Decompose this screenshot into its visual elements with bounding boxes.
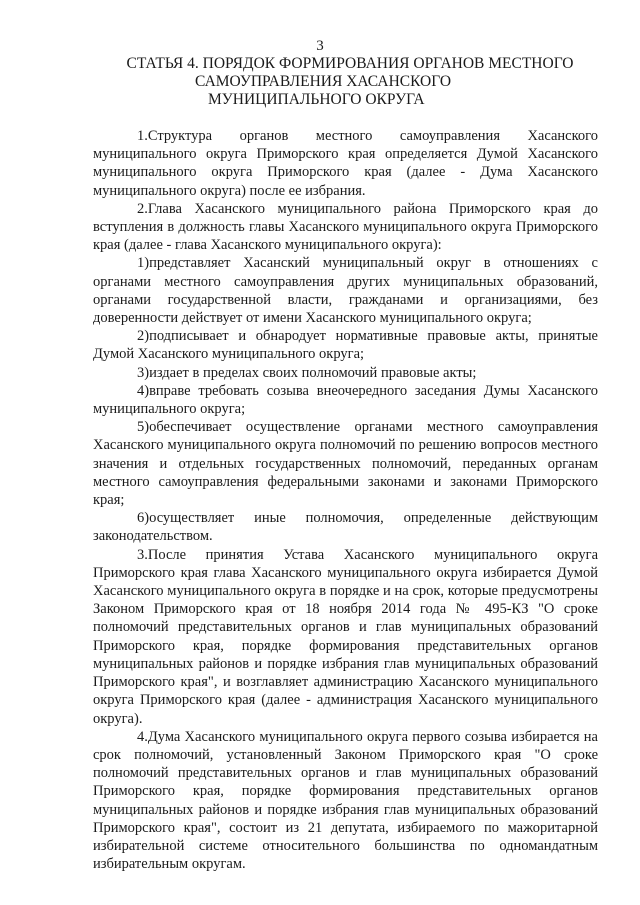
paragraph-2-item-5: 5)обеспечивает осуществление органами местного самоуправления Хасанского муниципального округа полномочий по решению вопросов местного значения и отдельных государственных полномочий, переданных органам местного самоуправления федеральными законами и законами Приморского края; [93,419,598,509]
paragraph-2: 2.Глава Хасанского муниципального района Приморского края до вступления в должность главы Хасанского муниципального округа Приморского края (далее - глава Хасанского муниципального округа): [93,200,598,254]
paragraph-4: 4.Дума Хасанского муниципального округа первого созыва избирается на срок полномочий, установленный Законом Приморского края "О сроке полномочий представительных органов и глав муниципальных образований Приморского края, порядке формирования представительных органов муниципальных районов и порядке избрания глав муниципальных образований Приморского края", состоит из 21 депутата, избираемого по мажоритарной избирательной системе относительного большинства по одномандатным избирательным округам. [93,728,598,873]
page-number: 3 [316,38,324,54]
paragraph-2-item-1: 1)представляет Хасанский муниципальный округ в отношениях с органами местного самоуправления других муниципальных образований, органами государственной власти, гражданами и организациями, без доверенности действует от имени Хасанского муниципального округа; [93,255,598,327]
heading-line-1: СТАТЬЯ 4. ПОРЯДОК ФОРМИРОВАНИЯ ОРГАНОВ МЕСТНОГО [126,55,574,72]
paragraph-2-item-6: 6)осуществляет иные полномочия, определенные действующим законодательством. [93,510,598,545]
article-body [93,127,598,873]
article-heading [120,55,580,109]
paragraph-2-item-2: 2)подписывает и обнародует нормативные правовые акты, принятые Думой Хасанского муниципального округа; [93,328,598,363]
heading-line-3: МУНИЦИПАЛЬНОГО ОКРУГА [208,91,425,108]
paragraph-2-item-3: 3)издает в пределах своих полномочий правовые акты; [137,364,477,381]
paragraph-2-item-4: 4)вправе требовать созыва внеочередного заседания Думы Хасанского муниципального округа; [93,382,598,418]
heading-line-2: САМОУПРАВЛЕНИЯ ХАСАНСКОГО [195,73,452,90]
paragraph-1: 1.Структура органов местного самоуправления Хасанского муниципального округа Приморского края определяется Думой Хасанского муниципального округа Приморского края (далее - Дума Хасанского муниципального округа) после ее избрания. [93,128,598,199]
paragraph-3: 3.После принятия Устава Хасанского муниципального округа Приморского края глава Хасанского муниципального округа избирается Думой Хасанского муниципального округа в порядке и на срок, которые предусмотрены Законом Приморского края от 18 ноября 2014 года № 495-КЗ "О сроке полномочий представительных органов и глав муниципальных образований Приморского края, порядке формирования представительных органов муниципальных районов и порядке избрания глав муниципальных образований Приморского края", и возглавляет администрацию Хасанского муниципального округа Приморского края (далее - администрация Хасанского муниципального округа). [93,546,598,727]
